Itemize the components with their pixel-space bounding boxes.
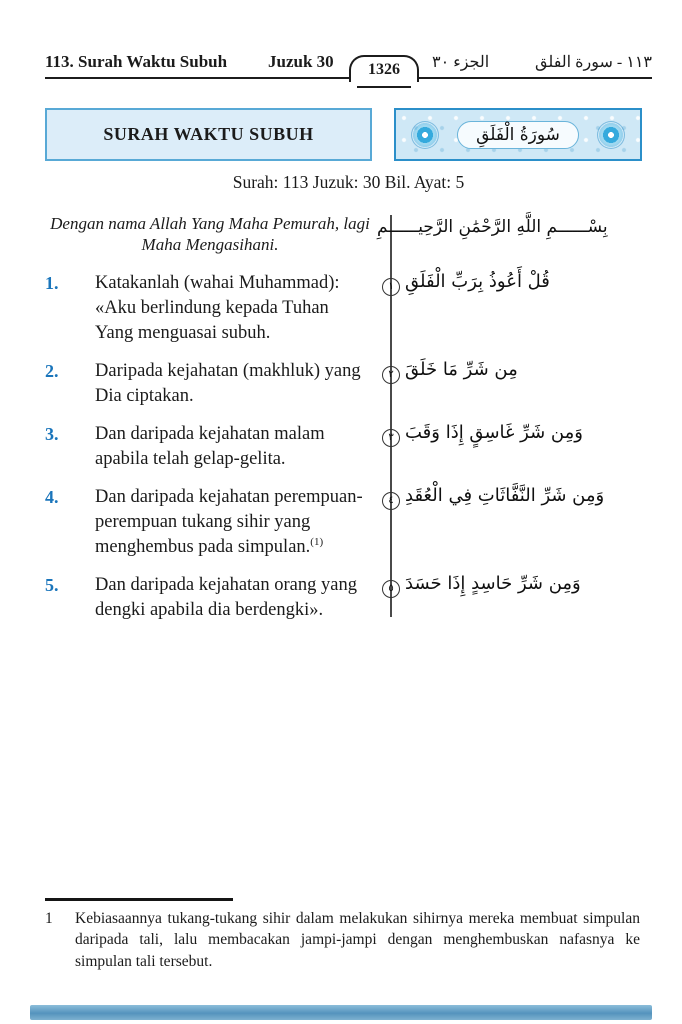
verse-text-body: Dan daripada kejahatan malam apabila telah gelap-gelita. xyxy=(95,424,325,469)
verse-arabic xyxy=(375,573,640,598)
verse-number: 5. xyxy=(45,575,59,595)
verse-text-body: Dan daripada kejahatan perempuan-perempuan tukang sihir yang menghembus pada simpulan. xyxy=(95,487,363,557)
verse-text-body: Katakanlah (wahai Muhammad): «Aku berlindung kepada Tuhan Yang menguasai subuh. xyxy=(95,273,340,343)
ayah-number-icon: ٥ xyxy=(382,580,400,598)
footnote-number: 1 xyxy=(45,909,53,927)
verse-row xyxy=(45,422,640,472)
verse-row xyxy=(45,359,640,409)
verse-arabic xyxy=(375,422,640,447)
basmalah-translation: Dengan nama Allah Yang Maha Pemurah, lagi Maha Mengasihani. xyxy=(50,214,370,254)
basmalah-row xyxy=(45,213,640,255)
juzuk-label: Juzuk 30 xyxy=(268,52,334,71)
ayah-number-icon: ١ xyxy=(382,278,400,296)
verse-row xyxy=(45,271,640,346)
flower-ornament-left-icon xyxy=(412,122,438,148)
verse-arabic-text: مِن شَرِّ مَا خَلَقَ xyxy=(405,359,518,380)
surah-meta-line: Surah: 113 Juzuk: 30 Bil. Ayat: 5 xyxy=(232,172,465,192)
verse-text xyxy=(95,422,367,472)
verse-arabic-text: وَمِن شَرِّ غَاسِقٍ إِذَا وَقَبَ xyxy=(405,422,583,443)
verse-text xyxy=(95,485,367,560)
surah-title-box xyxy=(45,108,372,161)
flower-ornament-right-icon xyxy=(598,122,624,148)
verse-text-body: Daripada kejahatan (makhluk) yang Dia ciptakan. xyxy=(95,361,361,406)
verse-arabic-text: وَمِن شَرِّ النَّفَّاثَاتِ فِي الْعُقَدِ xyxy=(405,485,605,506)
verse-number: 3. xyxy=(45,424,59,444)
verse-arabic xyxy=(375,485,640,510)
ayah-number-icon: ٢ xyxy=(382,366,400,384)
ornate-title-box xyxy=(394,108,642,161)
page-number-tab: 1326 xyxy=(349,55,419,82)
chapter-title: 113. Surah Waktu Subuh xyxy=(45,52,228,71)
footnote-rule xyxy=(45,898,233,901)
footnote-section xyxy=(45,898,640,972)
ayah-number-icon: ٣ xyxy=(382,429,400,447)
juz-arabic-label: الجزء ٣٠ xyxy=(432,54,490,71)
verse-text-body: Dan daripada kejahatan orang yang dengki apabila dia berdengki». xyxy=(95,575,357,620)
verse-text xyxy=(95,359,367,409)
surah-arabic-label: ١١٣ - سورة الفلق xyxy=(535,54,652,71)
verse-number: 1. xyxy=(45,273,59,293)
verse-arabic xyxy=(375,359,640,384)
verse-text xyxy=(95,573,367,623)
verse-row xyxy=(45,485,640,560)
verse-number: 2. xyxy=(45,361,59,381)
footnote-text: Kebiasaannya tukang-tukang sihir dalam melakukan sihirnya mereka membuat simpulan daripada tali, lalu membacakan jampi-jampi dengan menghembuskan nafasnya ke simpulan tali tersebut. xyxy=(75,909,640,970)
basmalah-arabic: بِسْــــــمِ اللَّهِ الرَّحْمَٰنِ الرَّحِيــــــمِ xyxy=(377,217,608,237)
footnote-ref: (1) xyxy=(310,535,324,548)
verse-arabic xyxy=(375,271,640,296)
verses-section xyxy=(45,213,640,636)
surah-title: SURAH WAKTU SUBUH xyxy=(103,124,314,144)
bottom-bar xyxy=(30,1005,652,1020)
verse-number: 4. xyxy=(45,487,59,507)
verse-row xyxy=(45,573,640,623)
surah-arabic-calligraphy: سُورَةُ الْفَلَقِ xyxy=(476,124,560,145)
verse-text xyxy=(95,271,367,346)
verse-arabic-text: قُلْ أَعُوذُ بِرَبِّ الْفَلَقِ xyxy=(405,271,550,292)
ayah-number-icon: ٤ xyxy=(382,492,400,510)
verse-arabic-text: وَمِن شَرِّ حَاسِدٍ إِذَا حَسَدَ xyxy=(405,573,581,594)
ornate-cartouche xyxy=(457,121,579,149)
